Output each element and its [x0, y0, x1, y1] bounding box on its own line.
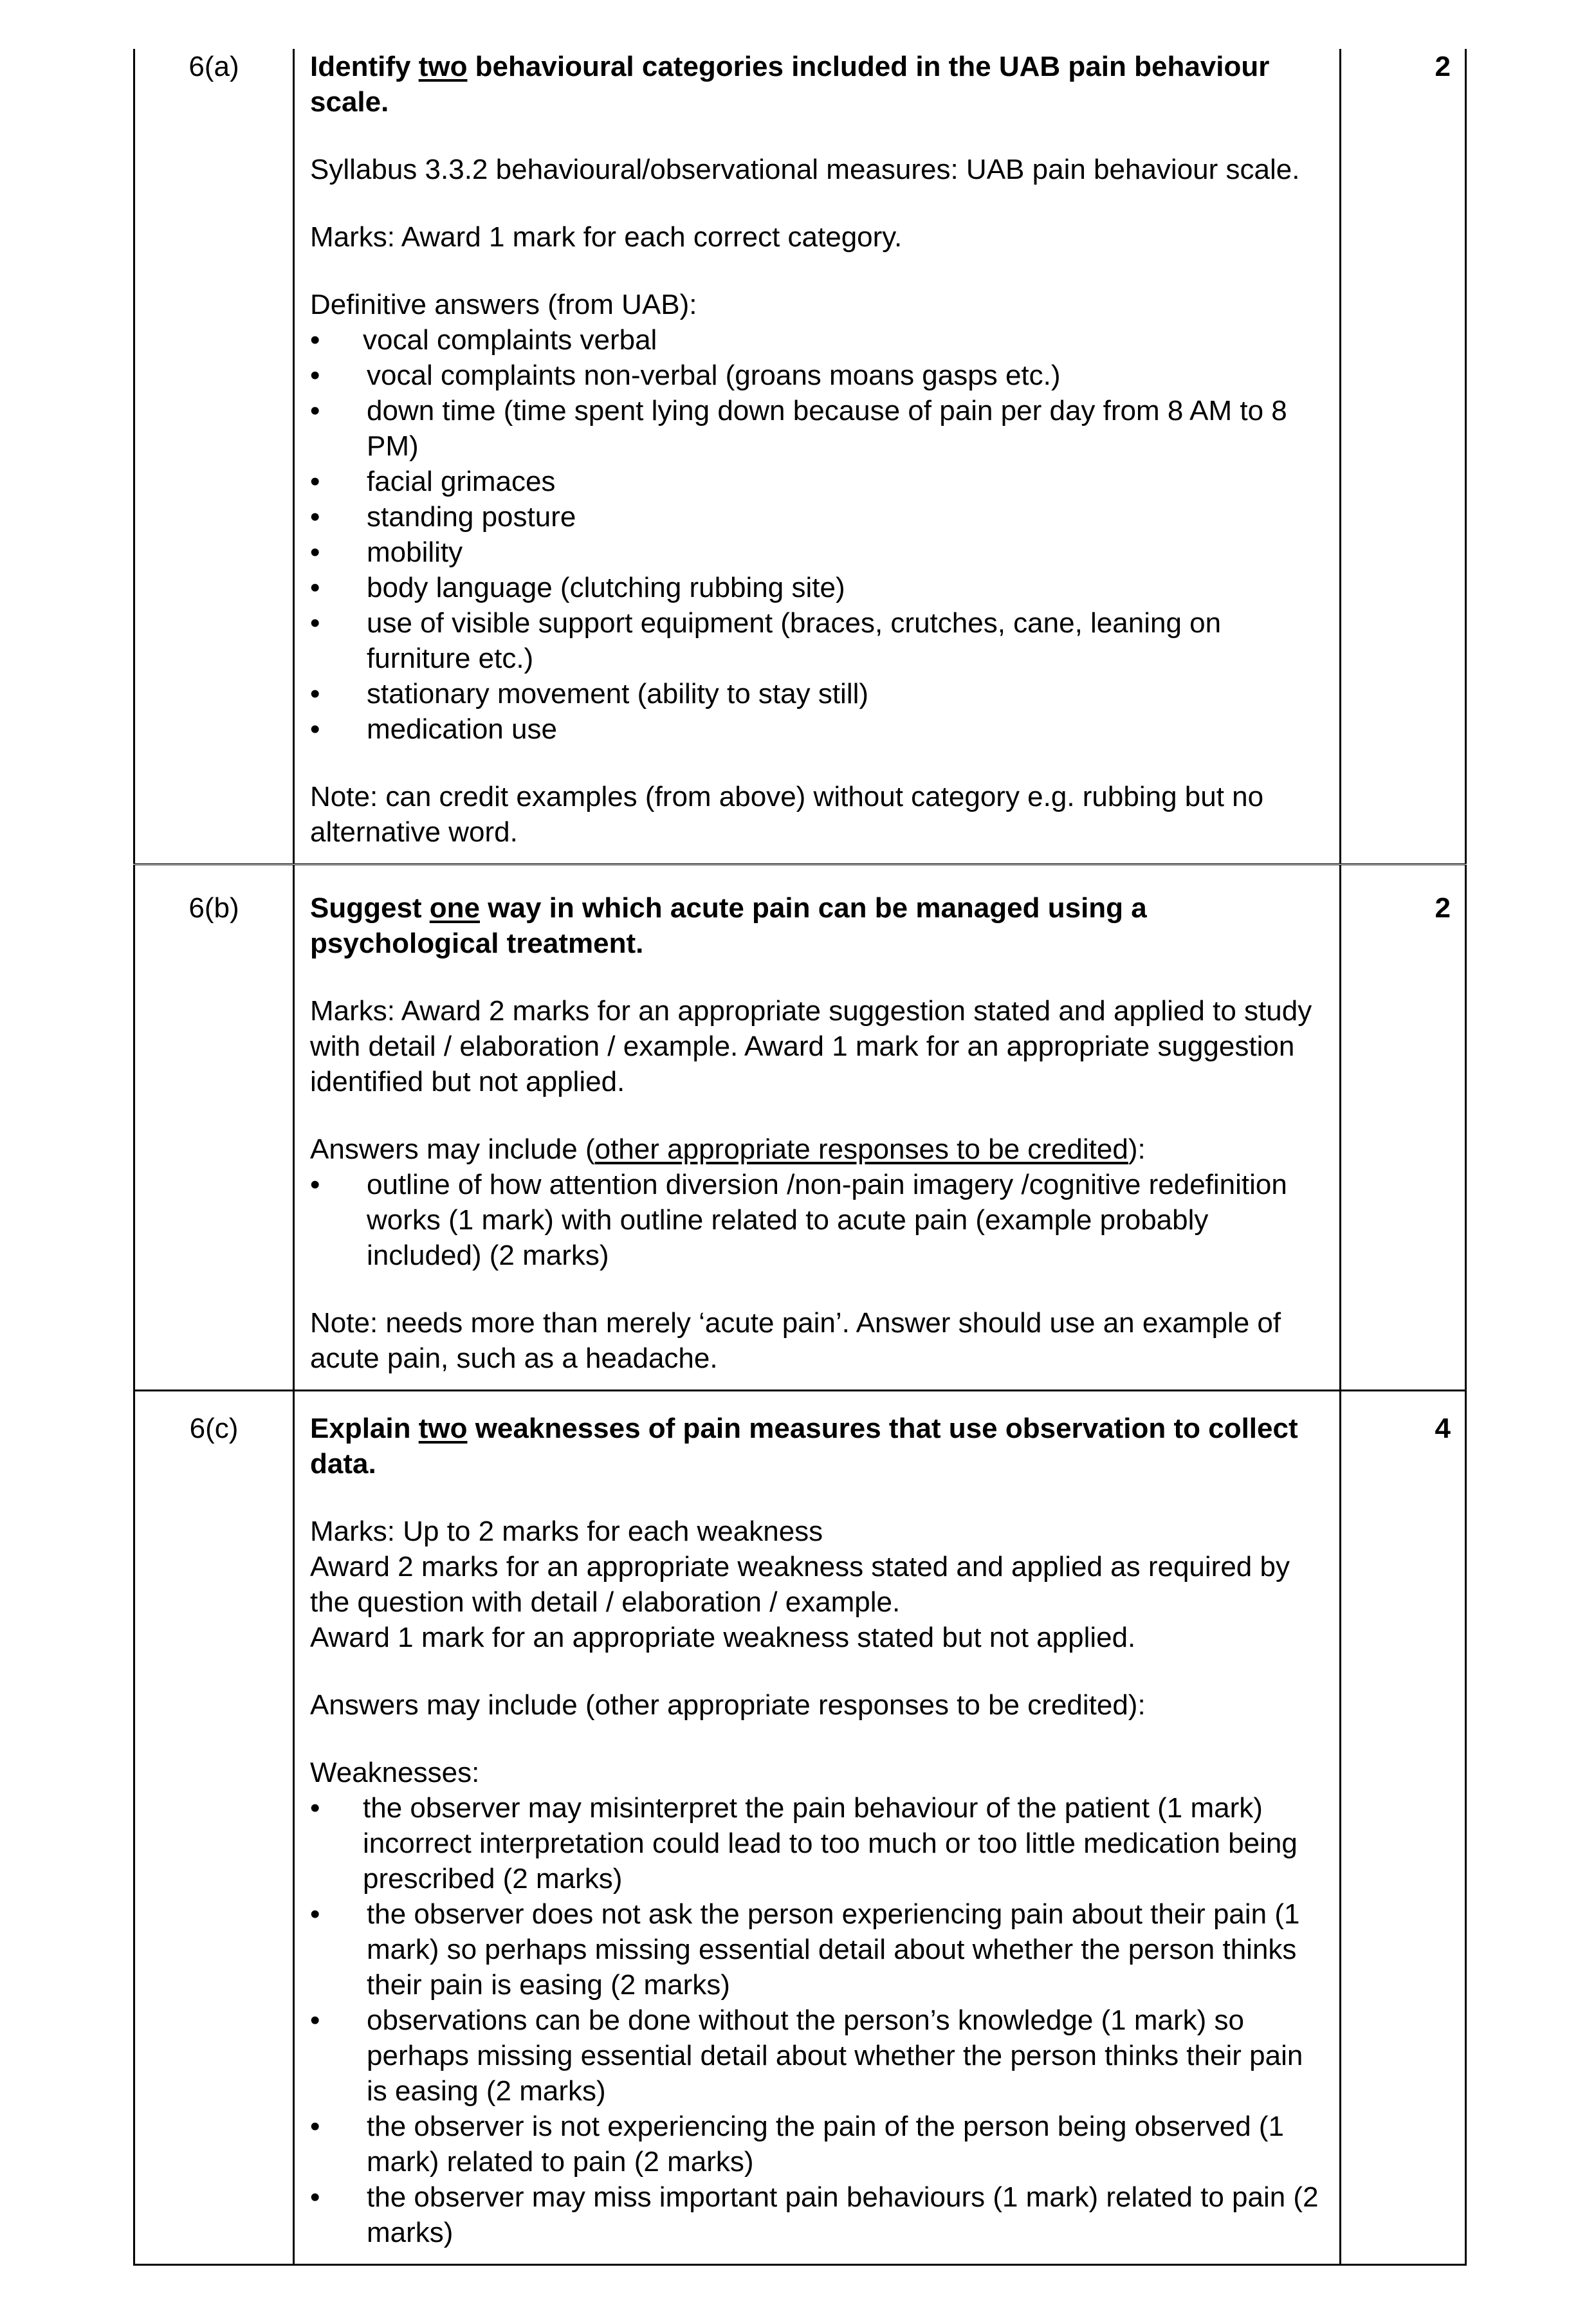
answer-cell	[294, 865, 1341, 1391]
marks-guidance: Marks: Award 2 marks for an appropriate suggestion stated and applied to study with detail / elaboration / example. Award 1 mark for an appropriate suggestion identified but not applied.	[310, 995, 1312, 1097]
list-item: • vocal complaints verbal	[310, 322, 1323, 358]
note: Note: needs more than merely ‘acute pain’. Answer should use an example of acute pain, such as a headache.	[310, 1307, 1281, 1374]
marks-value: 4	[1341, 1391, 1466, 2265]
question-text: Suggest one way in which acute pain can be managed using a psychological treatment.	[310, 892, 1147, 959]
list-item: • the observer does not ask the person experiencing pain about their pain (1 mark) so perhaps missing essential detail about whether the person thinks their pain is easing (2 marks)	[310, 1896, 1323, 2003]
marks-guidance-line: Marks: Up to 2 marks for each weakness	[310, 1516, 823, 1547]
list-item: • down time (time spent lying down because of pain per day from 8 AM to 8 PM)	[310, 393, 1323, 464]
list-item: • observations can be done without the person’s knowledge (1 mark) so perhaps missing essential detail about whether the person thinks their pain is easing (2 marks)	[310, 2003, 1323, 2109]
list-item: • body language (clutching rubbing site)	[310, 570, 1323, 605]
marks-guidance-line: Award 1 mark for an appropriate weakness stated but not applied.	[310, 1622, 1136, 1653]
question-row-6c	[134, 1391, 1466, 2265]
list-item: • the observer may misinterpret the pain behaviour of the patient (1 mark) incorrect interpretation could lead to too much or too little medication being prescribed (2 marks)	[310, 1790, 1323, 1896]
list-item: • mobility	[310, 535, 1323, 570]
question-text: Explain two weaknesses of pain measures that use observation to collect data.	[310, 1413, 1298, 1480]
question-row-6a	[134, 49, 1466, 865]
mark-scheme-table	[133, 49, 1467, 2266]
answers-heading: Answers may include (other appropriate responses to be credited):	[310, 1133, 1146, 1165]
list-item: • facial grimaces	[310, 464, 1323, 499]
list-item: • use of visible support equipment (braces, crutches, cane, leaning on furniture etc.)	[310, 605, 1323, 676]
list-item: • the observer is not experiencing the pain of the person being observed (1 mark) related to pain (2 marks)	[310, 2109, 1323, 2179]
answers-heading: Definitive answers (from UAB):	[310, 289, 697, 320]
marks-value: 2	[1341, 865, 1466, 1391]
marks-value: 2	[1341, 49, 1466, 865]
answer-list	[310, 322, 1323, 747]
answer-cell	[294, 1391, 1341, 2265]
answer-cell	[294, 49, 1341, 865]
question-row-6b	[134, 865, 1466, 1391]
question-number: 6(b)	[134, 865, 294, 1391]
list-item: • the observer may miss important pain behaviours (1 mark) related to pain (2 marks)	[310, 2179, 1323, 2250]
list-item: • outline of how attention diversion /non-pain imagery /cognitive redefinition works (1 mark) with outline related to acute pain (example probably included) (2 marks)	[310, 1167, 1323, 1273]
marks-guidance: Marks: Award 1 mark for each correct category.	[310, 221, 903, 253]
answer-list	[310, 1790, 1323, 2250]
answers-heading: Answers may include (other appropriate responses to be credited):	[310, 1689, 1146, 1721]
syllabus-reference: Syllabus 3.3.2 behavioural/observational measures: UAB pain behaviour scale.	[310, 154, 1300, 185]
question-number: 6(a)	[134, 49, 294, 865]
list-item: • medication use	[310, 711, 1323, 747]
question-number: 6(c)	[134, 1391, 294, 2265]
list-item: • standing posture	[310, 499, 1323, 535]
question-text: Identify two behavioural categories included in the UAB pain behaviour scale.	[310, 51, 1270, 118]
weaknesses-heading: Weaknesses:	[310, 1757, 480, 1788]
list-item: • stationary movement (ability to stay still)	[310, 676, 1323, 711]
answer-list	[310, 1167, 1323, 1273]
note: Note: can credit examples (from above) without category e.g. rubbing but no alternative word.	[310, 781, 1264, 848]
list-item: • vocal complaints non-verbal (groans moans gasps etc.)	[310, 358, 1323, 393]
marks-guidance-line: Award 2 marks for an appropriate weakness stated and applied as required by the question with detail / elaboration / example.	[310, 1551, 1290, 1618]
